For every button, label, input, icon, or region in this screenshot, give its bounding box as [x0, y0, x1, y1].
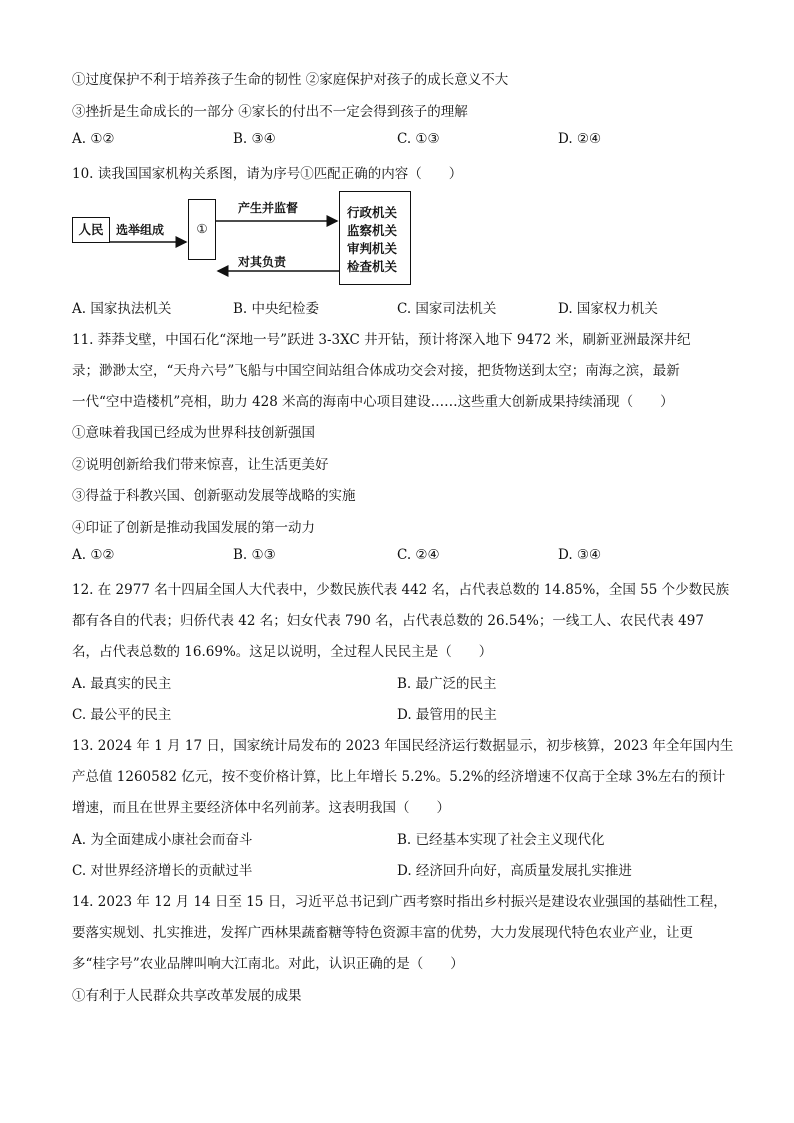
- q14-stem-2: 要落实规划、扎实推进，发挥广西林果蔬畜糖等特色资源丰富的优势，大力发展现代特色农业产业，让更: [72, 925, 693, 941]
- q9-option-d[interactable]: D. ②④: [558, 131, 602, 147]
- q11-option-b[interactable]: B. ①③: [233, 547, 276, 563]
- people-label: 人民: [78, 222, 104, 237]
- q11-statement-4: ④印证了创新是推动我国发展的第一动力: [72, 520, 315, 536]
- q10-option-a[interactable]: A. 国家执法机关: [72, 301, 172, 317]
- q9-option-b[interactable]: B. ③④: [233, 131, 276, 147]
- q9-option-a[interactable]: A. ①②: [72, 131, 115, 147]
- q13-option-c[interactable]: C. 对世界经济增长的贡献过半: [72, 863, 253, 879]
- q12-option-a[interactable]: A. 最真实的民主: [72, 676, 172, 692]
- q10-stem: 10. 读我国国家机构关系图，请为序号①匹配正确的内容（ ）: [72, 166, 463, 182]
- state-organs-diagram: [72, 187, 432, 292]
- circle-one-label: ①: [196, 221, 208, 236]
- organ-judicial: 审判机关: [347, 241, 398, 256]
- organ-supervisory: 监察机关: [347, 223, 398, 238]
- organ-administrative: 行政机关: [347, 205, 398, 220]
- organ-procuratorial: 检查机关: [347, 259, 398, 274]
- q11-stem-1: 11. 莽莽戈壁，中国石化“深地一号”跃进 3-3XC 井开钻，预计将深入地下 9472 米，刷新亚洲最深井纪: [72, 332, 691, 348]
- q9-statements-2: ③挫折是生命成长的一部分 ④家长的付出不一定会得到孩子的理解: [72, 104, 468, 120]
- q13-option-b[interactable]: B. 已经基本实现了社会主义现代化: [397, 832, 605, 848]
- q11-stem-2: 录；渺渺太空，“天舟六号”飞船与中国空间站组合体成功交会对接，把货物送到太空；南海之滨，最新: [72, 363, 680, 379]
- q14-stem-3: 多“桂字号”农业品牌叫响大江南北。对此，认识正确的是（ ）: [72, 956, 464, 972]
- elect-label: 选举组成: [116, 223, 165, 237]
- q13-stem-3: 增速，而且在世界主要经济体中名列前茅。这表明我国（ ）: [72, 800, 450, 816]
- q11-stem-3: 一代“空中造楼机”亮相，助力 428 米高的海南中心项目建设……这些重大创新成果持续涌现（ ）: [72, 394, 674, 410]
- q12-stem-3: 名，占代表总数的 16.69%。这足以说明，全过程人民民主是（ ）: [72, 644, 493, 660]
- responsible-label: 对其负责: [238, 255, 287, 269]
- q12-stem-1: 12. 在 2977 名十四届全国人大代表中，少数民族代表 442 名，占代表总数的 14.85%，全国 55 个少数民族: [72, 582, 730, 598]
- q9-statements-1: ①过度保护不利于培养孩子生命的韧性 ②家庭保护对孩子的成长意义不大: [72, 72, 509, 88]
- q11-option-c[interactable]: C. ②④: [397, 547, 440, 563]
- q12-stem-2: 都有各自的代表；归侨代表 42 名；妇女代表 790 名，占代表总数的 26.54%；一线工人、农民代表 497: [72, 613, 704, 629]
- produce-supervise-label: 产生并监督: [238, 201, 299, 215]
- q13-option-a[interactable]: A. 为全面建成小康社会而奋斗: [72, 832, 253, 848]
- q11-option-a[interactable]: A. ①②: [72, 547, 115, 563]
- q13-option-d[interactable]: D. 经济回升向好，高质量发展扎实推进: [397, 863, 632, 879]
- q11-statement-2: ②说明创新给我们带来惊喜，让生活更美好: [72, 457, 329, 473]
- q10-option-b[interactable]: B. 中央纪检委: [233, 301, 320, 317]
- q13-stem-2: 产总值 1260582 亿元，按不变价格计算，比上年增长 5.2%。5.2%的经济增速不仅高于全球 3%左右的预计: [72, 769, 726, 785]
- q14-stem-1: 14. 2023 年 12 月 14 日至 15 日，习近平总书记到广西考察时指出乡村振兴是建设农业强国的基础性工程，: [72, 894, 727, 910]
- q10-option-d[interactable]: D. 国家权力机关: [558, 301, 658, 317]
- q11-option-d[interactable]: D. ③④: [558, 547, 602, 563]
- diagram-arrows: [72, 187, 432, 292]
- q9-option-c[interactable]: C. ①③: [397, 131, 440, 147]
- q10-option-c[interactable]: C. 国家司法机关: [397, 301, 497, 317]
- q12-option-b[interactable]: B. 最广泛的民主: [397, 676, 497, 692]
- q11-statement-3: ③得益于科教兴国、创新驱动发展等战略的实施: [72, 488, 356, 504]
- q13-stem-1: 13. 2024 年 1 月 17 日，国家统计局发布的 2023 年国民经济运行数据显示，初步核算，2023 年全年国内生: [72, 738, 734, 754]
- q12-option-c[interactable]: C. 最公平的民主: [72, 707, 172, 723]
- q14-statement-1: ①有利于人民群众共享改革发展的成果: [72, 988, 302, 1004]
- q12-option-d[interactable]: D. 最管用的民主: [397, 707, 497, 723]
- q11-statement-1: ①意味着我国已经成为世界科技创新强国: [72, 425, 315, 441]
